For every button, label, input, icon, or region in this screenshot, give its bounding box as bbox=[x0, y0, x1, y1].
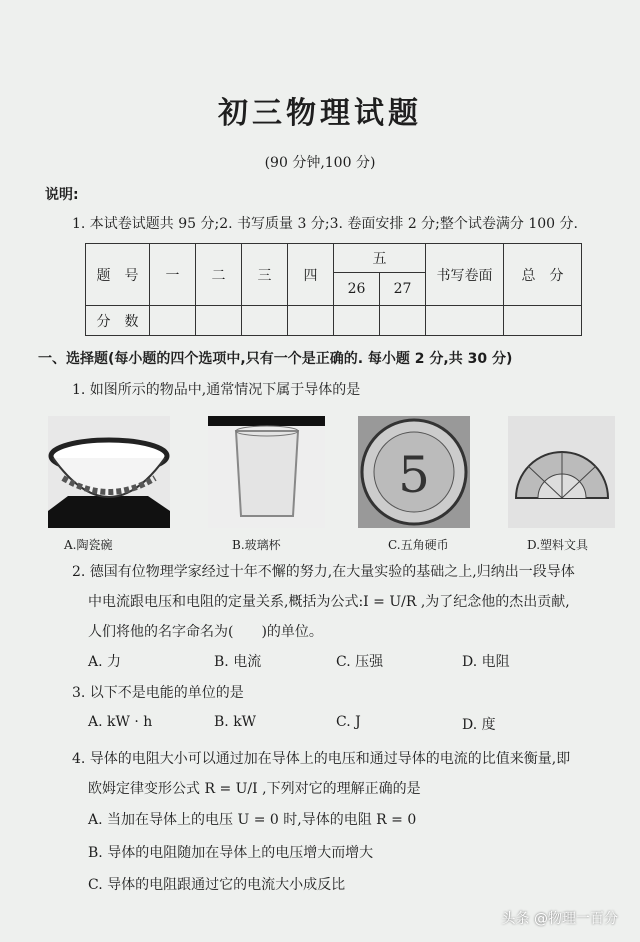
svg-text:5: 5 bbox=[398, 446, 430, 504]
option: A. 力 bbox=[88, 654, 122, 670]
glass-cup-image bbox=[208, 416, 325, 528]
score-cell bbox=[242, 306, 288, 336]
header-cell: 总 分 bbox=[504, 244, 582, 306]
header-cell: 书写卷面 bbox=[426, 244, 504, 306]
page-title: 初三物理试题 bbox=[218, 96, 422, 131]
question-2-line: 中电流跟电压和电阻的定量关系,概括为公式:I = U/R ,为了纪念他的杰出贡献, bbox=[88, 594, 570, 610]
plastic-protractor-image bbox=[508, 416, 615, 528]
question-3: 3. 以下不是电能的单位的是 bbox=[72, 685, 244, 701]
header-cell: 三 bbox=[242, 244, 288, 306]
score-cell bbox=[504, 306, 582, 336]
notes-label: 说明: bbox=[45, 187, 79, 203]
score-cell bbox=[150, 306, 196, 336]
option: A. kW · h bbox=[88, 714, 153, 730]
score-table bbox=[85, 243, 582, 336]
option: C. 压强 bbox=[336, 654, 384, 670]
ceramic-bowl-image bbox=[48, 416, 170, 528]
score-cell bbox=[426, 306, 504, 336]
option: D. 电阻 bbox=[462, 654, 510, 670]
score-cell bbox=[196, 306, 242, 336]
section-heading: 一、选择题(每小题的四个选项中,只有一个是正确的. 每小题 2 分,共 30 分) bbox=[38, 351, 513, 367]
score-cell bbox=[380, 306, 426, 336]
sub-header-cell: 27 bbox=[380, 273, 426, 306]
notes-line: 1. 本试卷试题共 95 分;2. 书写质量 3 分;3. 卷面安排 2 分;整个试卷满分 100 分. bbox=[72, 216, 578, 232]
header-cell: 四 bbox=[288, 244, 334, 306]
score-cell bbox=[334, 306, 380, 336]
exam-duration-score: (90 分钟,100 分) bbox=[264, 155, 376, 171]
watermark: 头条 @物理一百分 bbox=[501, 911, 618, 927]
option: C. 导体的电阻跟通过它的电流大小成反比 bbox=[88, 877, 346, 893]
option: B. 电流 bbox=[214, 654, 262, 670]
option: A. 当加在导体上的电压 U = 0 时,导体的电阻 R = 0 bbox=[88, 812, 417, 828]
question-4-line: 4. 导体的电阻大小可以通过加在导体上的电压和通过导体的电流的比值来衡量,即 bbox=[72, 751, 571, 767]
option: B. 导体的电阻随加在导体上的电压增大而增大 bbox=[88, 845, 374, 861]
sub-header-cell: 26 bbox=[334, 273, 380, 306]
question-1: 1. 如图所示的物品中,通常情况下属于导体的是 bbox=[72, 382, 361, 398]
option-caption: B.玻璃杯 bbox=[232, 538, 281, 552]
option: D. 度 bbox=[462, 717, 496, 733]
option-caption: C.五角硬币 bbox=[388, 538, 449, 552]
option: C. J bbox=[336, 714, 361, 730]
question-2-line: 人们将他的名字命名为( )的单位。 bbox=[88, 624, 323, 640]
question-2-line: 2. 德国有位物理学家经过十年不懈的努力,在大量实验的基础之上,归纳出一段导体 bbox=[72, 564, 575, 580]
option-caption: D.塑料文具 bbox=[527, 538, 589, 552]
header-cell: 二 bbox=[196, 244, 242, 306]
question-4-line: 欧姆定律变形公式 R = U/I ,下列对它的理解正确的是 bbox=[88, 781, 421, 797]
header-cell: 一 bbox=[150, 244, 196, 306]
header-cell: 题 号 bbox=[86, 244, 150, 306]
header-cell: 五 bbox=[334, 244, 426, 273]
score-cell bbox=[288, 306, 334, 336]
coin-image bbox=[358, 416, 470, 528]
option-caption: A.陶瓷碗 bbox=[64, 538, 113, 552]
row-label: 分 数 bbox=[86, 306, 150, 336]
option: B. kW bbox=[214, 714, 257, 730]
